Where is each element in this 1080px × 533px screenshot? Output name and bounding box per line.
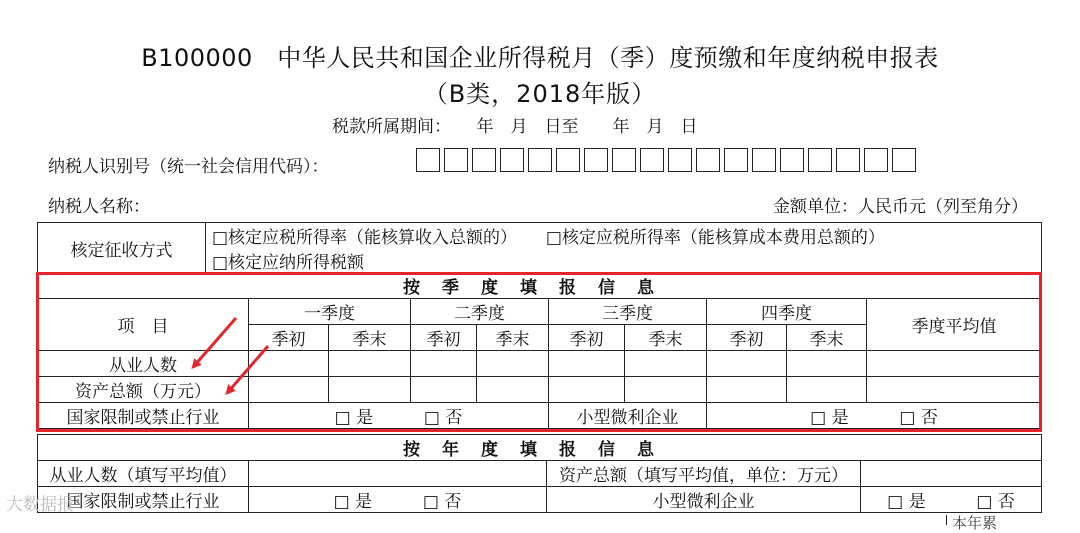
amount-unit-label: 金额单位：人民币元（列至角分） (773, 197, 1028, 217)
q3-end: 季末 (625, 325, 707, 351)
q1-end: 季末 (329, 325, 411, 351)
small-no-checkbox[interactable]: □ 否 (899, 408, 938, 428)
avg-label: 季度平均值 (867, 299, 1042, 351)
collection-method-label: 核定征收方式 (38, 223, 206, 274)
q2-label: 二季度 (411, 299, 549, 325)
taxpayer-name-label: 纳税人名称： (48, 197, 150, 217)
option-rate-cost[interactable]: □核定应税所得率（能核算成本费用总额的） (545, 228, 885, 248)
annual-restricted-yes[interactable]: □ 是 (333, 492, 373, 512)
cumulative-label: 本年累 (952, 514, 998, 532)
form-title: B100000 中华人民共和国企业所得税月（季）度预缴和年度纳税申报表 (141, 44, 939, 72)
q4-label: 四季度 (707, 299, 867, 325)
q4-start: 季初 (707, 325, 787, 351)
q4-end: 季末 (787, 325, 867, 351)
form-subtitle: （B类，2018年版） (423, 80, 657, 108)
arrow-assets (228, 346, 268, 392)
q3-label: 三季度 (549, 299, 707, 325)
annual-table (37, 434, 1042, 513)
restricted-yes-checkbox[interactable]: □ 是 (334, 408, 374, 428)
q3-start: 季初 (549, 325, 625, 351)
q1-label: 一季度 (249, 299, 411, 325)
small-yes-checkbox[interactable]: □ 是 (810, 408, 849, 428)
annual-assets-input[interactable] (861, 461, 1042, 487)
annual-restricted-no[interactable]: □ 否 (422, 492, 462, 512)
annual-employees-input[interactable] (249, 461, 547, 487)
q2-end: 季末 (477, 325, 549, 351)
item-label: 项 目 (38, 299, 249, 351)
annual-small-yes[interactable]: □ 是 (887, 492, 926, 512)
watermark: 大数据报 (6, 495, 74, 515)
q1-start: 季初 (249, 325, 329, 351)
arrow-employees (194, 318, 236, 366)
q2-start: 季初 (411, 325, 477, 351)
annual-small-no[interactable]: □ 否 (976, 492, 1015, 512)
annual-header: 按年度填报信息 (38, 435, 1042, 461)
annual-small-label: 小型微利企业 (547, 487, 861, 513)
annual-assets-label: 资产总额（填写平均值，单位：万元） (547, 461, 861, 487)
restricted-industry-label: 国家限制或禁止行业 (38, 403, 249, 429)
tax-period: 税款所属期间： 年 月 日至 年 月 日 (332, 117, 698, 137)
employees-row-label: 从业人数 (38, 351, 249, 377)
taxpayer-id-label: 纳税人识别号（统一社会信用代码）： (48, 157, 329, 177)
option-fixed-tax[interactable]: □核定应纳所得税额 (206, 248, 1042, 274)
option-rate-income[interactable]: □核定应税所得率（能核算收入总额的） (212, 228, 518, 248)
small-enterprise-label: 小型微利企业 (549, 403, 707, 429)
restricted-no-checkbox[interactable]: □ 否 (423, 408, 463, 428)
annual-employees-label: 从业人数（填写平均值） (38, 461, 249, 487)
assets-row-label: 资产总额（万元） (38, 377, 249, 403)
annual-restricted-label: 国家限制或禁止行业 (38, 487, 249, 513)
quarterly-header: 按季度填报信息 (38, 273, 1042, 299)
